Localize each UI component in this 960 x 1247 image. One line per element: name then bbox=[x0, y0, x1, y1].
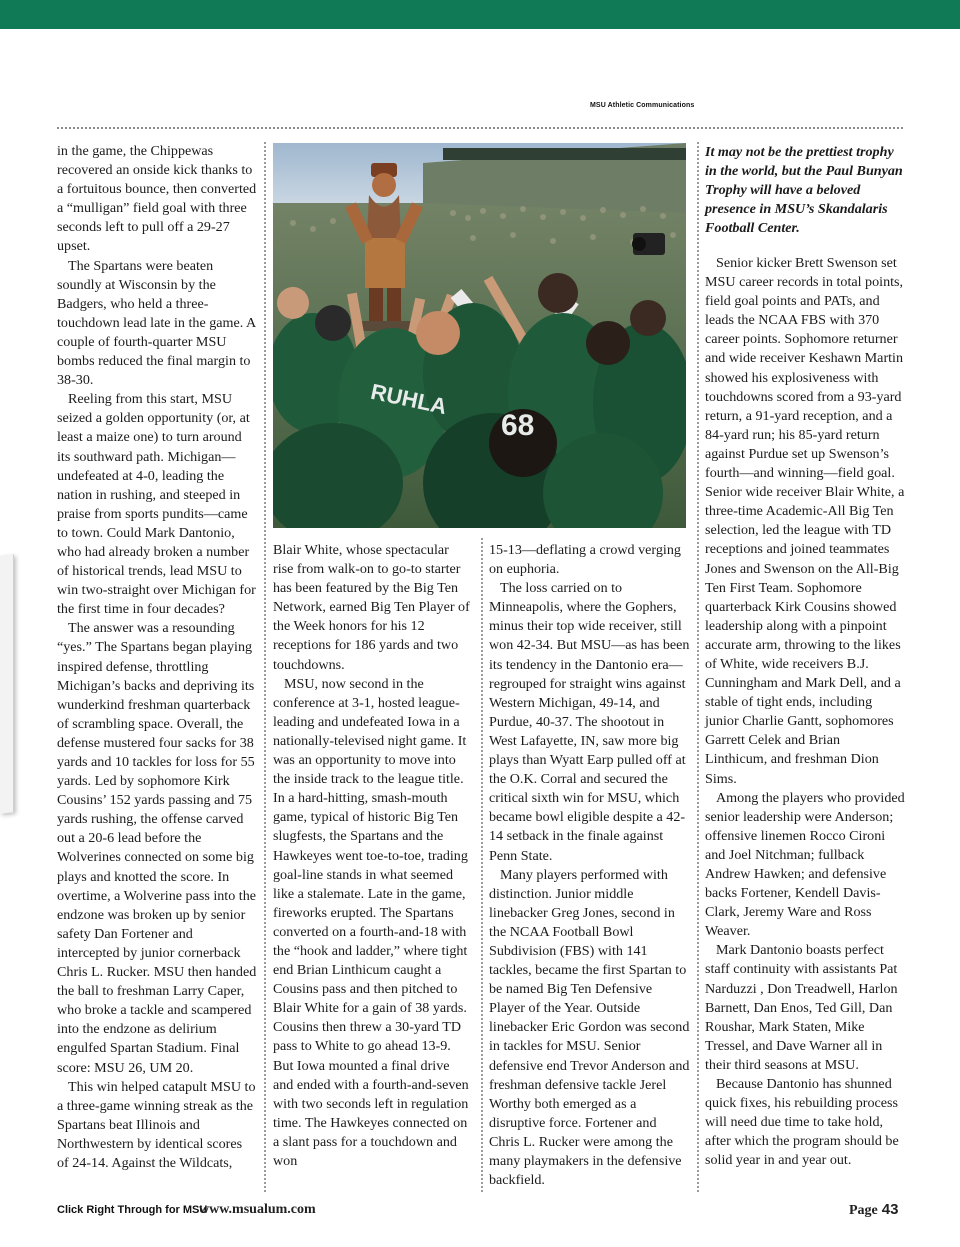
paragraph: Mark Dantonio boasts perfect staff continuity with assistants Pat Narduzzi , Don Treadwell, Harlon Barnett, Dan Enos, Ted Gill, Dan Roushar, Mark Staten, Mike Tressel, and Dave Warner all in their third seasons at MSU. bbox=[705, 942, 898, 1073]
column-divider-3 bbox=[697, 142, 699, 1192]
team-trophy-photo bbox=[273, 143, 686, 528]
column-divider-2 bbox=[481, 538, 483, 1192]
top-green-band bbox=[0, 0, 960, 29]
paragraph: Senior kicker Brett Swenson set MSU career records in total points, field goal points and PATs, and leads the NCAA FBS with 370 career points. Sophomore returner and wide receiver Keshawn Martin showed his explosiveness with touchdowns scored from a 93-yard return, a 91-yard reception, and a 84-yard run; his 85-yard return against Purdue set up Swenson’s fourth—and winning—field goal. Senior wide receiver Blair White, a three-time Academic-All Big Ten selection, led the league with TD receptions and joined teammates Jones and Swenson on the All-Big Ten First Team. Sophomore quarterback Kirk Cousins showed leadership along with a pinpoint accurate arm, throwing to the likes of White, wide receivers B.J. Cunningham and Mark Dell, and a stable of tight ends, including junior Charlie Gantt, sophomores Garrett Celek and Brian Linthicum, and freshman Dion Sims. bbox=[705, 255, 905, 787]
article-column-1 bbox=[57, 142, 257, 1173]
photo-caption: It may not be the prettiest trophy in the world, but the Paul Bunyan Trophy will have a beloved presence in MSU’s Skandalaris Football Center. bbox=[705, 144, 903, 237]
footer-tagline: Click Right Through for MSU bbox=[57, 1204, 208, 1216]
page-number bbox=[849, 1201, 898, 1219]
photo-credit: MSU Athletic Communications bbox=[590, 102, 695, 109]
paragraph: The answer was a resounding “yes.” The Spartans began playing inspired defense, throttling Michigan’s backs and depriving its wunderkind freshman quarterback of scrambling space. Overall, the defense mustered four sacks for 38 yards and 10 tackles for loss for 55 yards. Led by sophomore Kirk Cousins’ 152 yards passing and 75 yards rushing, the offense carved out a 20-6 lead before the Wolverines connected on some big plays and knotted the score. In overtime, a Wolverine pass into the endzone was broken up by senior safety Dan Fortener and intercepted by junior cornerback Chris L. Rucker. MSU then handed the ball to freshman Larry Caper, who broke a tackle and scampered into the endzone as delirium engulfed Spartan Stadium. Final score: MSU 26, UM 20. bbox=[57, 620, 257, 1076]
paragraph: Among the players who provided senior leadership were Anderson; offensive linemen Rocco Cironi and Joel Nitchman; fullback Andrew Hawken; and defensive backs Fortener, Kendell Davis-Clark, Jeremy Ware and Ross Weaver. bbox=[705, 789, 905, 940]
paragraph: MSU, now second in the conference at 3-1, hosted league-leading and undefeated Iowa in a nationally-televised night game. It was an opportunity to move into the inside track to the league title. In a hard-hitting, smash-mouth game, typical of historic Big Ten slugfests, the Spartans and the Hawkeyes went toe-to-toe, trading goal-line stands in what seemed like a stalemate. Late in the game, fireworks erupted. The Spartans converted on a fourth-and-18 with the “hook and ladder,” where tight end Brian Linthicum caught a Cousins pass and then pitched to Blair White for a gain of 38 yards. Cousins then threw a 30-yard TD pass to White to go ahead 13-9. But Iowa mounted a final drive and ended with a fourth-and-seven with two seconds left in regulation time. The Hawkeyes connected on a slant pass for a touchdown and won bbox=[273, 675, 469, 1169]
article-column-3 bbox=[489, 541, 690, 1190]
jersey-number-text: 68 bbox=[501, 409, 535, 442]
header-dotted-rule bbox=[57, 127, 903, 129]
jersey-name-text: RUHLA bbox=[368, 378, 450, 420]
article-column-4 bbox=[705, 254, 905, 1171]
page-number-value: 43 bbox=[881, 1201, 899, 1218]
paragraph: in the game, the Chippewas recovered an onside kick thanks to a fortuitous bounce, then converted a “mulligan” field goal with three seconds left to pull off a 29-27 upset. bbox=[57, 143, 257, 255]
page-label: Page bbox=[849, 1203, 878, 1218]
article-column-2 bbox=[273, 541, 472, 1171]
paragraph: Because Dantonio has shunned quick fixes, his rebuilding process will need due time to take hold, after which the program should be solid year in and year out. bbox=[705, 1076, 899, 1169]
column-divider-1 bbox=[264, 142, 266, 1192]
paragraph: Many players performed with distinction. Junior middle linebacker Greg Jones, second in the NCAA Football Bowl Subdivision (FBS) with 141 tackles, became the first Spartan to be named Big Ten Defensive Player of the Year. Outside linebacker Eric Gordon was second in tackles for MSU. Senior defensive end Trevor Anderson and freshman defensive tackle Jerel Worthy both emerged as a disruptive force. Fortener and Chris L. Rucker were among the many playmakers in the defensive backfield. bbox=[489, 866, 690, 1189]
paragraph: The Spartans were beaten soundly at Wisconsin by the Badgers, who held a three-touchdown lead late in the game. A couple of fourth-quarter MSU bombs reduced the final margin to 38-30. bbox=[57, 257, 256, 389]
paragraph: 15-13—deflating a crowd verging on euphoria. bbox=[489, 542, 681, 578]
paragraph: The loss carried on to Minneapolis, where the Gophers, minus their top wide receiver, still won 42-34. But MSU—as has been its tendency in the Dantonio era—regrouped for straight wins against Western Michigan, 49-14, and Purdue, 40-37. The shootout in West Lafayette, IN, saw more big plays than Wyatt Earp pulled off at the O.K. Corral and secured the critical sixth win for MSU, which became bowl eligible despite a 42-14 setback in the finale against Penn State. bbox=[489, 580, 690, 864]
page-clip-edge bbox=[0, 554, 14, 813]
paragraph: This win helped catapult MSU to a three-game winning streak as the Spartans beat Illinois and Northwestern by identical scores of 24-14. Against the Wildcats, bbox=[57, 1078, 256, 1171]
paragraph: Blair White, whose spectacular rise from walk-on to go-to starter has been featured by the Big Ten Network, earned Big Ten Player of the Week honors for his 12 receptions for 186 yards and two touchdowns. bbox=[273, 542, 470, 673]
footer-website-link[interactable]: www.msualum.com bbox=[199, 1202, 316, 1217]
paragraph: Reeling from this start, MSU seized a golden opportunity (or, at least a maize one) to turn around its southward path. Michigan—undefeated at 4-0, leading the nation in rushing, and steeped in praise from sports pundits—came to town. Could Mark Dantonio, who had already broken a number of historical trends, lead MSU to win two-straight over Michigan for the first time in four decades? bbox=[57, 391, 256, 618]
